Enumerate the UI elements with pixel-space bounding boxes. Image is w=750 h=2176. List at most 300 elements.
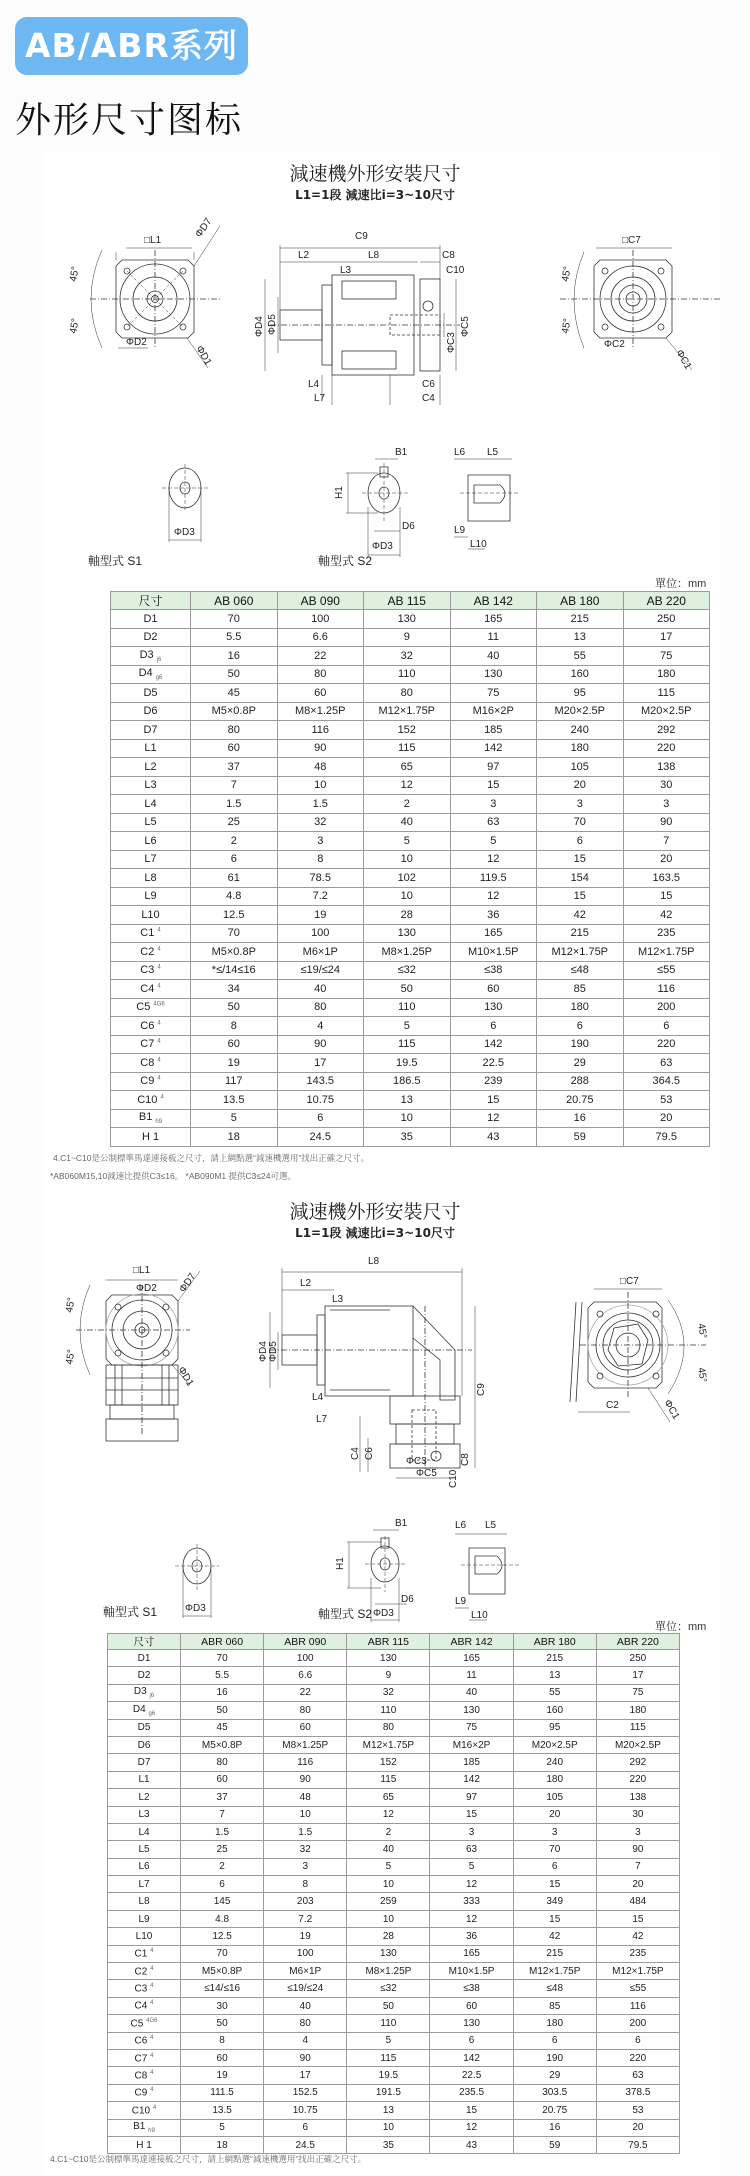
ab-table-row [111,758,710,777]
abr-flange-view-drawing [570,1262,720,1442]
ab-cell: 100 [277,610,364,629]
abr-row-label [108,1789,181,1806]
abr-cell: 35 [347,2136,430,2153]
abr-cell: 130 [430,1702,513,1719]
ab-row-label [111,1091,191,1110]
dimension-mark: 4 [160,1094,164,1101]
abr-front-label-45-bottom: 45° [64,1348,78,1366]
ab-table-row [111,850,710,869]
ab-cell: 32 [277,813,364,832]
dimension-name: L3 [144,779,157,792]
ab-front-label-d2: ΦD2 [126,337,147,348]
ab-cell: 53 [623,1091,710,1110]
abr-cell: 152.5 [264,2084,347,2101]
ab-header-model: AB 180 [537,592,624,610]
abr-cell: 90 [264,1771,347,1788]
ab-cell: 32 [364,647,451,666]
abr-side-label-l2: L2 [300,1278,312,1289]
ab-unit-label: 單位：mm [655,578,707,590]
ab-cell: 50 [364,980,451,999]
abr-cell: 3 [513,1823,596,1840]
ab-row-label [111,739,191,758]
ab-cell: 17 [623,628,710,647]
ab-cell: M5×0.8P [191,702,278,721]
ab-cell: 70 [537,813,624,832]
dimension-mark: 4 [157,1075,161,1082]
dimension-name: C8 [140,1056,155,1069]
ab-table-row [111,721,710,740]
ab-row-label [111,906,191,925]
ab-s2-label-h1: H1 [334,486,345,499]
ab-cell: 65 [364,758,451,777]
abr-cell: 40 [347,1841,430,1858]
ab-cell: 12 [364,776,451,795]
ab-cell: M12×1.75P [623,943,710,962]
ab-cell: 15 [623,887,710,906]
dimension-name: D3 [133,1686,147,1698]
ab-cell: 7 [623,832,710,851]
ab-cell: 220 [623,1035,710,1054]
abr-cell: 5 [430,1858,513,1875]
ab-table-row [111,647,710,666]
ab-cell: 40 [450,647,537,666]
ab-s2-label-b1: B1 [395,447,408,458]
ab-cell: 12 [450,850,537,869]
ab-table-row [111,795,710,814]
ab-cell: 90 [277,739,364,758]
abr-cell: 6 [513,1858,596,1875]
ab-row-label [111,980,191,999]
ab-cell: 288 [537,1072,624,1091]
ab-cell: M8×1.25P [364,943,451,962]
ab-cell: 4.8 [191,887,278,906]
dimension-name: C6 [134,2035,148,2047]
dimension-mark: 4 [157,983,161,990]
ab-cell: 152 [364,721,451,740]
ab-cell: 185 [450,721,537,740]
ab-table-row [111,684,710,703]
ab-cell: 180 [623,665,710,684]
dimension-name: C9 [140,1075,155,1088]
ab-table-row [111,739,710,758]
ab-cell: 138 [623,758,710,777]
abr-table-row [108,1876,680,1893]
abr-table-row [108,1719,680,1736]
abr-cell: 15 [513,1876,596,1893]
ab-cell: 42 [537,906,624,925]
dimension-mark: 4 [150,1948,154,1955]
abr-cell: 6.6 [264,1667,347,1684]
ab-side-label-c3: ΦC3 [446,332,457,353]
abr-cell: 8 [181,2032,264,2049]
abr-cell: 32 [347,1684,430,1701]
ab-cell: ≤32 [364,961,451,980]
abr-cell: 53 [596,2102,679,2119]
ab-cell: 70 [191,610,278,629]
abr-cell: 7 [596,1858,679,1875]
abr-cell: 7.2 [264,1910,347,1927]
abr-row-label [108,1754,181,1771]
ab-cell: 63 [623,1054,710,1073]
abr-cell: 90 [264,2049,347,2066]
ab-row-label [111,628,191,647]
abr-row-label [108,1928,181,1945]
dimension-mark: h9 [155,1119,163,1126]
ab-cell: 165 [450,610,537,629]
ab-side-view-drawing [254,225,500,425]
abr-cell: 4.8 [181,1910,264,1927]
ab-cell: 60 [450,980,537,999]
abr-row-label [108,2049,181,2066]
ab-table-row [111,943,710,962]
dimension-name: C9 [134,2087,148,2099]
dimension-mark: 4 [150,2087,154,2094]
ab-shaft-s1-label: 軸型式 S1 [88,554,143,568]
abr-front-label-d1: ΦD1 [175,1365,196,1389]
ab-cell: 61 [191,869,278,888]
ab-cell: 142 [450,1035,537,1054]
ab-cell: ≤55 [623,961,710,980]
abr-cell: 19.5 [347,2067,430,2084]
abr-cell: ≤19/≤24 [264,1980,347,1997]
dimension-mark: 4G6 [146,2017,158,2024]
ab-cell: 12 [450,887,537,906]
abr-cell: 70 [513,1841,596,1858]
ab-cell: 20 [623,1109,710,1128]
abr-cell: 1.5 [181,1823,264,1840]
ab-sheet-subtitle: L1=1段 減速比i=3~10尺寸 [295,188,455,202]
dimension-name: L8 [144,871,157,884]
abr-row-label [108,2119,181,2136]
abr-cell: 105 [513,1789,596,1806]
ab-cell: 15 [537,887,624,906]
ab-row-label [111,684,191,703]
abr-table-row [108,1806,680,1823]
abr-cell: 215 [513,1945,596,1962]
abr-row-label [108,1823,181,1840]
abr-cell: 100 [264,1650,347,1667]
ab-cell: 130 [450,665,537,684]
ab-row-label [111,887,191,906]
ab-header-model: AB 220 [623,592,710,610]
abr-table-row [108,1702,680,1719]
dimension-name: D4 [138,667,153,680]
ab-row-label [111,1128,191,1147]
abr-shaft-s1-drawing [165,1540,255,1640]
ab-cell: 5 [364,832,451,851]
abr-row-label [108,1771,181,1788]
ab-cell: 186.5 [364,1072,451,1091]
abr-table-row [108,2032,680,2049]
dimension-mark: 4 [150,2035,154,2042]
dimension-name: C4 [140,982,155,995]
ab-s2-label-l10: L10 [470,539,487,550]
dimension-name: D1 [143,612,158,625]
abr-cell: ≤48 [513,1980,596,1997]
ab-cell: 60 [191,739,278,758]
dimension-mark: 4 [150,2052,154,2059]
ab-cell: 85 [537,980,624,999]
ab-cell: 215 [537,610,624,629]
ab-cell: 40 [364,813,451,832]
abr-cell: 9 [347,1667,430,1684]
ab-cell: 165 [450,924,537,943]
ab-row-label [111,961,191,980]
abr-cell: 1.5 [264,1823,347,1840]
ab-table-row [111,832,710,851]
ab-flange-label-c7: □C7 [622,235,641,246]
abr-front-label-d2: ΦD2 [136,1283,157,1294]
dimension-name: L9 [138,1913,150,1925]
abr-shaft-s2-label: 軸型式 S2 [318,1607,373,1621]
abr-cell: 292 [596,1754,679,1771]
dimension-mark: 4 [150,2000,154,2007]
abr-side-label-c3: ΦC3 [406,1456,427,1467]
ab-cell: 18 [191,1128,278,1147]
dimension-name: B1 [133,2121,146,2133]
dimension-name: D7 [137,1757,151,1769]
abr-row-label [108,1876,181,1893]
ab-side-label-l8: L8 [368,250,380,261]
abr-table-row [108,1980,680,1997]
abr-cell: 18 [181,2136,264,2153]
ab-cell: 6 [623,1017,710,1036]
abr-cell: 15 [596,1910,679,1927]
ab-row-label [111,1035,191,1054]
dimension-name: D7 [143,723,158,736]
abr-cell: 95 [513,1719,596,1736]
abr-header-model: ABR 115 [347,1634,430,1650]
ab-flange-label-c2: ΦC2 [604,339,625,350]
ab-cell: 34 [191,980,278,999]
abr-row-label [108,1702,181,1719]
ab-table-row [111,1017,710,1036]
abr-cell: 16 [181,1684,264,1701]
abr-cell: 17 [264,2067,347,2084]
abr-header-dimension: 尺寸 [108,1634,181,1650]
abr-row-label [108,1980,181,1997]
ab-cell: 1.5 [277,795,364,814]
abr-cell: 5 [347,1858,430,1875]
ab-cell: 28 [364,906,451,925]
dimension-mark: j6 [149,1693,155,1700]
ab-shaft-s1-drawing [150,460,240,560]
ab-cell: 11 [450,628,537,647]
ab-cell: 154 [537,869,624,888]
abr-cell: 40 [264,1997,347,2014]
abr-cell: 75 [430,1719,513,1736]
dimension-name: C1 [134,1948,148,1960]
abr-cell: 138 [596,1789,679,1806]
ab-cell: 63 [450,813,537,832]
abr-sheet-title: 減速機外形安裝尺寸 [289,1201,461,1223]
abr-cell: M5×0.8P [181,1736,264,1753]
abr-cell: 6 [264,2119,347,2136]
abr-cell: 240 [513,1754,596,1771]
abr-cell: 13 [347,2102,430,2119]
abr-table-row [108,1789,680,1806]
abr-cell: 333 [430,1893,513,1910]
dimension-mark: 4 [157,1020,161,1027]
ab-cell: 35 [364,1128,451,1147]
abr-cell: 100 [264,1945,347,1962]
abr-header-model: ABR 060 [181,1634,264,1650]
ab-cell: 75 [623,647,710,666]
abr-side-label-l3: L3 [332,1294,344,1305]
ab-table-row [111,1109,710,1128]
ab-cell: *≤/14≤16 [191,961,278,980]
ab-cell: 50 [191,998,278,1017]
ab-cell: 160 [537,665,624,684]
ab-table-row [111,776,710,795]
abr-cell: 75 [596,1684,679,1701]
dimension-mark: 4 [150,1982,154,1989]
abr-cell: 59 [513,2136,596,2153]
dimension-name: H 1 [141,1130,160,1143]
dimension-name: H 1 [136,2139,152,2151]
abr-cell: 5.5 [181,1667,264,1684]
ab-cell: 102 [364,869,451,888]
abr-cell: 180 [513,1771,596,1788]
abr-cell: 15 [430,1806,513,1823]
abr-front-label-45-top: 45° [64,1296,78,1314]
ab-header-model: AB 115 [364,592,451,610]
abr-table-row [108,1684,680,1701]
abr-side-label-d4: ΦD4 [258,1341,269,1362]
ab-table-row [111,887,710,906]
ab-cell: 22.5 [450,1054,537,1073]
abr-cell: 60 [181,1771,264,1788]
abr-table-row [108,1823,680,1840]
ab-cell: 3 [623,795,710,814]
abr-s2-label-d6: D6 [401,1594,414,1605]
abr-cell: 215 [513,1650,596,1667]
abr-row-label [108,2084,181,2101]
abr-cell: 165 [430,1650,513,1667]
abr-cell: 60 [264,1719,347,1736]
ab-table-row [111,665,710,684]
abr-cell: 110 [347,2015,430,2032]
abr-cell: 142 [430,1771,513,1788]
ab-cell: 25 [191,813,278,832]
abr-cell: 24.5 [264,2136,347,2153]
ab-cell: 5.5 [191,628,278,647]
ab-front-label-45-top: 45° [68,265,82,283]
abr-cell: M12×1.75P [596,1963,679,1980]
ab-cell: 13 [364,1091,451,1110]
abr-row-label [108,2015,181,2032]
ab-side-label-c6: C6 [422,379,435,390]
abr-row-label [108,2102,181,2119]
page-title: 外形尺寸图标 [15,100,244,141]
dimension-name: L8 [138,1896,150,1908]
abr-cell: 220 [596,2049,679,2066]
abr-cell: 48 [264,1789,347,1806]
ab-cell: 12 [450,1109,537,1128]
abr-cell: 37 [181,1789,264,1806]
ab-cell: 20 [537,776,624,795]
ab-cell: 80 [277,998,364,1017]
ab-cell: M6×1P [277,943,364,962]
ab-cell: 143.5 [277,1072,364,1091]
abr-cell: ≤32 [347,1980,430,1997]
ab-s2-label-d6: D6 [402,521,415,532]
abr-s2-label-l5: L5 [485,1520,497,1531]
abr-cell: 145 [181,1893,264,1910]
ab-cell: 10 [364,1109,451,1128]
abr-row-label [108,1684,181,1701]
ab-cell: 40 [277,980,364,999]
dimension-name: B1 [138,1111,153,1124]
abr-s2-label-l6: L6 [455,1520,467,1531]
abr-side-label-c6: C6 [364,1447,375,1460]
ab-cell: 60 [191,1035,278,1054]
abr-cell: 36 [430,1928,513,1945]
ab-table-row [111,961,710,980]
ab-front-label-l1: □L1 [144,235,162,246]
abr-cell: 191.5 [347,2084,430,2101]
ab-cell: 5 [450,832,537,851]
abr-row-label [108,2136,181,2153]
ab-cell: 2 [364,795,451,814]
ab-side-label-l7: L7 [314,393,326,404]
abr-header-model: ABR 220 [596,1634,679,1650]
ab-cell: 10 [364,850,451,869]
abr-cell: M8×1.25P [347,1963,430,1980]
abr-cell: 80 [347,1719,430,1736]
abr-front-label-d7: ΦD7 [177,1271,199,1295]
dimension-name: D5 [137,1722,151,1734]
abr-cell: 16 [513,2119,596,2136]
abr-cell: 6 [430,2032,513,2049]
abr-cell: M12×1.75P [347,1736,430,1753]
ab-side-label-c8: C8 [442,250,455,261]
ab-cell: 180 [537,739,624,758]
ab-cell: 3 [277,832,364,851]
ab-cell: 17 [277,1054,364,1073]
abr-cell: ≤38 [430,1980,513,1997]
ab-row-label [111,832,191,851]
abr-cell: 130 [430,2015,513,2032]
ab-table-row [111,1054,710,1073]
dimension-mark: 4 [150,2069,154,2076]
ab-cell: 117 [191,1072,278,1091]
ab-cell: 235 [623,924,710,943]
ab-front-view-drawing [60,216,220,410]
ab-cell: 19.5 [364,1054,451,1073]
ab-row-label [111,665,191,684]
ab-cell: ≤19/≤24 [277,961,364,980]
dimension-name: L5 [144,816,157,829]
abr-side-label-c10: C10 [448,1469,459,1488]
abr-cell: 180 [513,2015,596,2032]
abr-cell: 190 [513,2049,596,2066]
abr-cell: 80 [181,1754,264,1771]
abr-cell: ≤55 [596,1980,679,1997]
abr-cell: 10 [347,1876,430,1893]
abr-table-row [108,1650,680,1667]
ab-cell: 6 [537,832,624,851]
dimension-mark: g6 [155,675,163,682]
ab-cell: 292 [623,721,710,740]
abr-table-row [108,1771,680,1788]
ab-side-label-l2: L2 [298,250,310,261]
ab-cell: 240 [537,721,624,740]
series-badge: AB/ABR系列 [15,17,248,75]
ab-note-1: 4.C1~C10是公制標準馬達連接板之尺寸，請上網點選“減速機選用”找出正確之尺寸。 [53,1153,370,1163]
dimension-name: L2 [138,1791,150,1803]
ab-row-label [111,1054,191,1073]
